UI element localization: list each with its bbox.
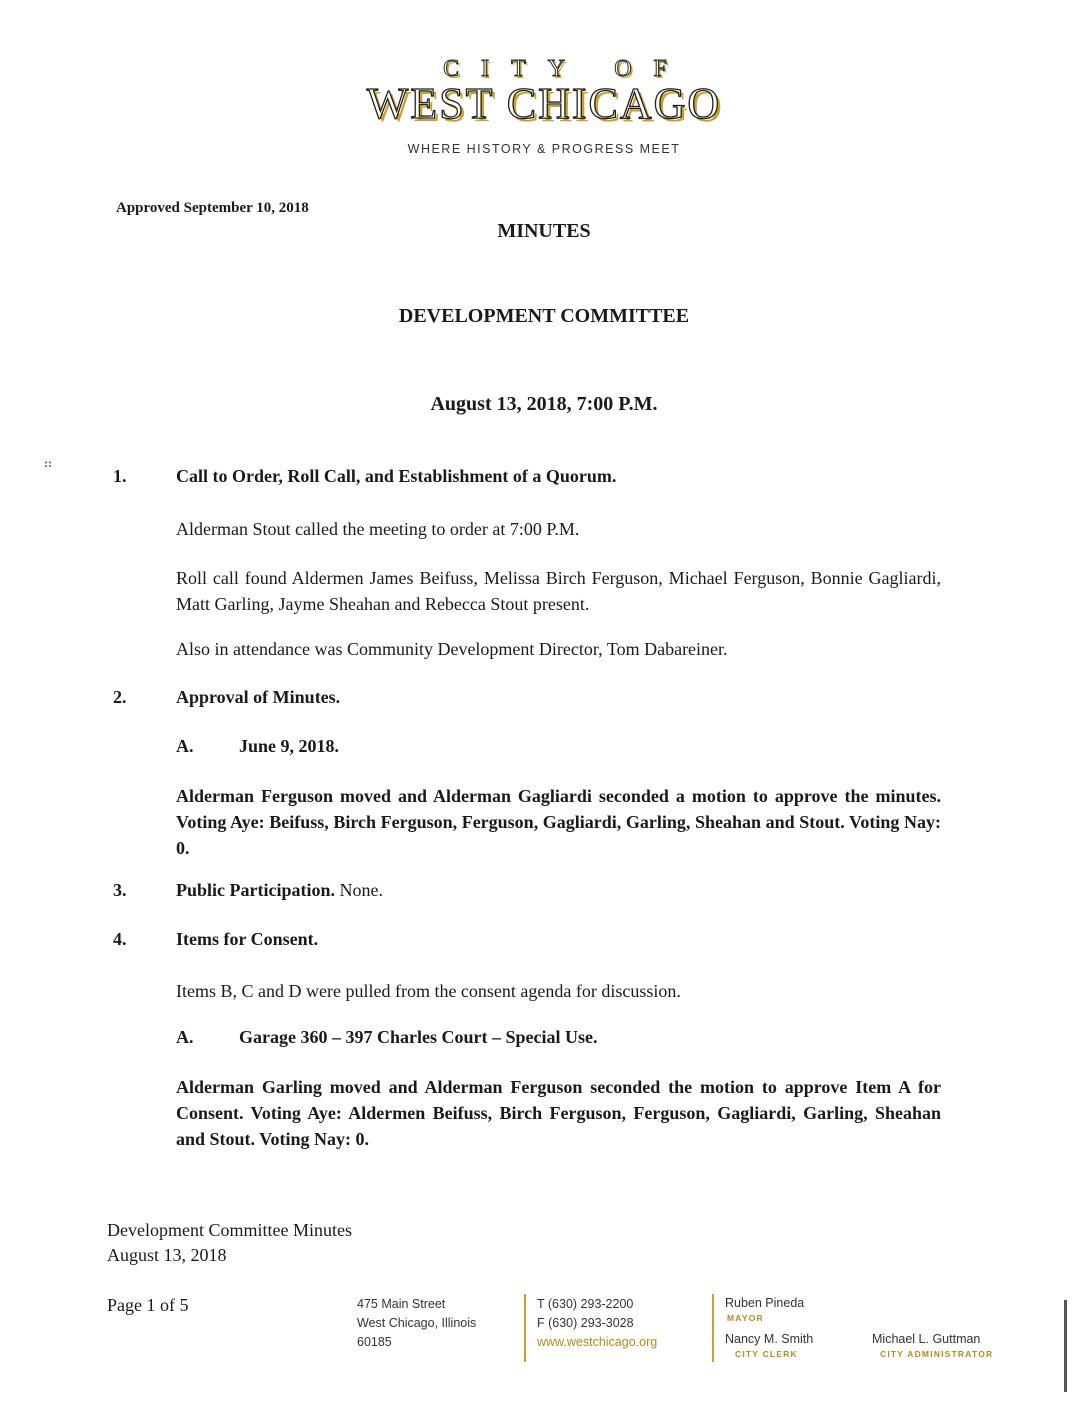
section-1-title: Call to Order, Roll Call, and Establishment of a Quorum.	[176, 466, 617, 486]
logo-city-name: WEST CHICAGO	[366, 79, 722, 128]
section-4-sub-letter: A.	[176, 1027, 194, 1047]
footer-fax: F (630) 293-3028	[537, 1316, 634, 1330]
section-3-number: 3.	[113, 880, 127, 900]
scan-edge-mark	[1064, 1300, 1067, 1392]
section-4-paragraph-1: Items B, C and D were pulled from the consent agenda for discussion.	[176, 981, 681, 1001]
footer-page-number: Page 1 of 5	[107, 1295, 189, 1315]
footer-address-line-2: West Chicago, Illinois	[357, 1316, 477, 1330]
approval-note: Approved September 10, 2018	[116, 200, 309, 216]
section-4-motion: Alderman Garling moved and Alderman Ferguson seconded the motion to approve Item A for Consent. Voting Aye: Aldermen Beifuss, Birch Ferguson, Ferguson, Gagliardi, Garling, Sheahan and Stout. Voting Nay: 0.	[176, 1077, 941, 1149]
meeting-date: August 13, 2018, 7:00 P.M.	[430, 393, 658, 415]
footer-divider-1	[524, 1294, 526, 1362]
section-4-number: 4.	[113, 929, 127, 949]
footer-doc-title: Development Committee Minutes	[107, 1220, 352, 1240]
section-1-paragraph-3: Also in attendance was Community Development Director, Tom Dabareiner.	[176, 639, 728, 659]
section-2-number: 2.	[113, 687, 127, 707]
section-2-sub-letter: A.	[176, 736, 194, 756]
footer-address	[357, 1295, 476, 1352]
section-1-number: 1.	[113, 466, 127, 486]
footer-phone: T (630) 293-2200	[537, 1297, 634, 1311]
footer-clerk-role: CITY CLERK	[735, 1349, 798, 1359]
footer-admin-name: Michael L. Guttman	[872, 1332, 981, 1346]
footer-doc-date: August 13, 2018	[107, 1245, 227, 1265]
section-3-heading	[176, 880, 383, 901]
footer-address-line-1: 475 Main Street	[357, 1297, 446, 1311]
title-minutes: MINUTES	[497, 220, 591, 242]
section-2-sub-title: June 9, 2018.	[239, 736, 340, 756]
footer-admin-role: CITY ADMINISTRATOR	[880, 1349, 994, 1359]
logo-tagline: WHERE HISTORY & PROGRESS MEET	[407, 142, 681, 156]
footer-contact	[537, 1295, 657, 1352]
title-committee: DEVELOPMENT COMMITTEE	[398, 305, 690, 327]
section-4-title: Items for Consent.	[176, 929, 319, 949]
footer-divider-2	[712, 1294, 714, 1362]
section-1-paragraph-2: Roll call found Aldermen James Beifuss, Melissa Birch Ferguson, Michael Ferguson, Bonnie Gagliardi, Matt Garling, Jayme Sheahan and Rebecca Stout present.	[176, 568, 941, 614]
section-1-paragraph-1: Alderman Stout called the meeting to order at 7:00 P.M.	[176, 519, 580, 539]
section-3-note: None.	[335, 880, 383, 900]
margin-marker: ::	[44, 456, 52, 470]
footer-clerk-name: Nancy M. Smith	[725, 1332, 814, 1346]
section-2-title: Approval of Minutes.	[176, 687, 341, 707]
section-3-title: Public Participation.	[176, 880, 335, 900]
logo-city-of: CITY OF	[443, 56, 689, 82]
footer-website-link[interactable]: www.westchicago.org	[537, 1335, 658, 1349]
footer-mayor-role: MAYOR	[727, 1313, 764, 1323]
footer-address-line-3: 60185	[357, 1335, 392, 1349]
footer-mayor-name: Ruben Pineda	[725, 1296, 805, 1310]
section-4-sub-title: Garage 360 – 397 Charles Court – Special Use.	[239, 1027, 598, 1047]
section-2-motion: Alderman Ferguson moved and Alderman Gagliardi seconded a motion to approve the minutes. Voting Aye: Beifuss, Birch Ferguson, Ferguson, Gagliardi, Garling, Sheahan and Stout. Voting Nay: 0.	[176, 786, 941, 858]
